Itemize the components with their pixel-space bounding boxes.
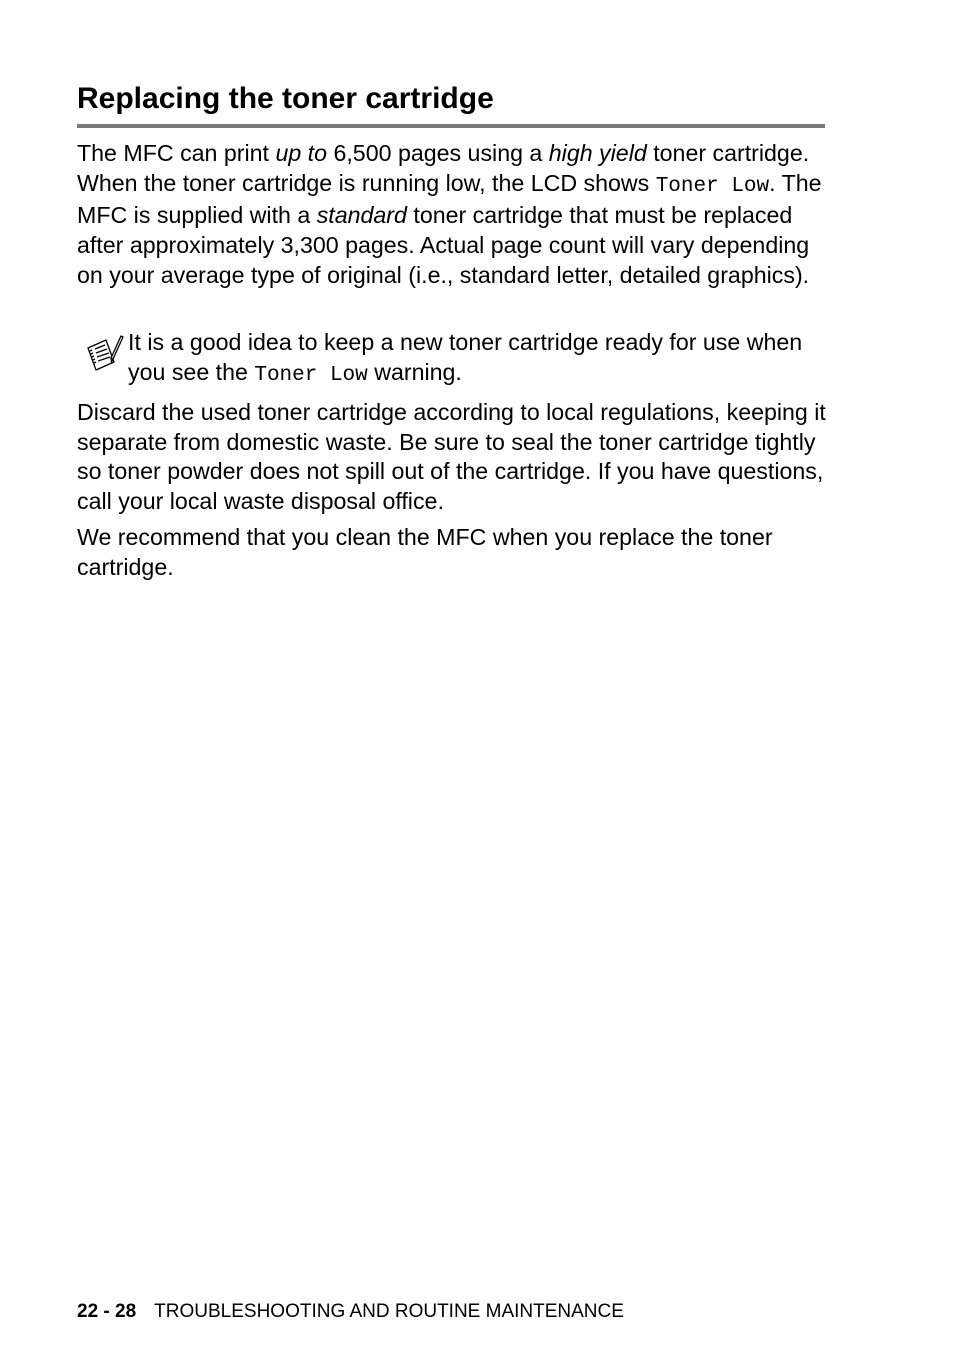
intro-emphasis-up-to: up to — [275, 140, 328, 166]
page-footer — [77, 1300, 624, 1324]
page-title: Replacing the toner cartridge — [77, 82, 494, 115]
cleaning-paragraph: We recommend that you clean the MFC when you replace the toner cartridge. — [77, 524, 773, 580]
page-number: 22 - 28 — [77, 1301, 137, 1322]
note-pencil-icon — [84, 334, 124, 376]
footer-section-title: TROUBLESHOOTING AND ROUTINE MAINTENANCE — [154, 1301, 624, 1322]
lcd-message-toner-low: Toner Low — [655, 174, 770, 198]
intro-paragraph — [77, 139, 829, 291]
note-text-1: It is a good idea to keep a new toner cartridge ready for use when you see the — [128, 329, 803, 385]
intro-text-4: . The MFC is supplied with a — [77, 169, 822, 229]
intro-text-1: The MFC can print — [77, 140, 276, 166]
intro-emphasis-standard: standard — [316, 202, 407, 229]
intro-emphasis-high-yield: high yield — [548, 140, 647, 166]
note-text — [128, 328, 828, 390]
disposal-paragraph: Discard the used toner cartridge according to local regulations, keeping it separate from domestic waste. Be sure to seal the toner cartridge tightly so toner powder does not spill out of the cartridge. If you have questions, call your local waste disposal office. — [77, 399, 826, 515]
heading-rule — [77, 124, 825, 128]
intro-text-3: toner cartridge. When the toner cartridge is running low, the LCD shows — [77, 140, 810, 196]
note-text-2: warning. — [367, 358, 462, 385]
intro-text-5: toner cartridge that must be replaced after approximately 3,300 pages. Actual page count will vary depending on your average type of original (i.e., standard letter, detailed graphics). — [77, 202, 810, 288]
note-lcd-message-toner-low: Toner Low — [254, 363, 368, 387]
intro-text-2: 6,500 pages using a — [327, 140, 549, 166]
